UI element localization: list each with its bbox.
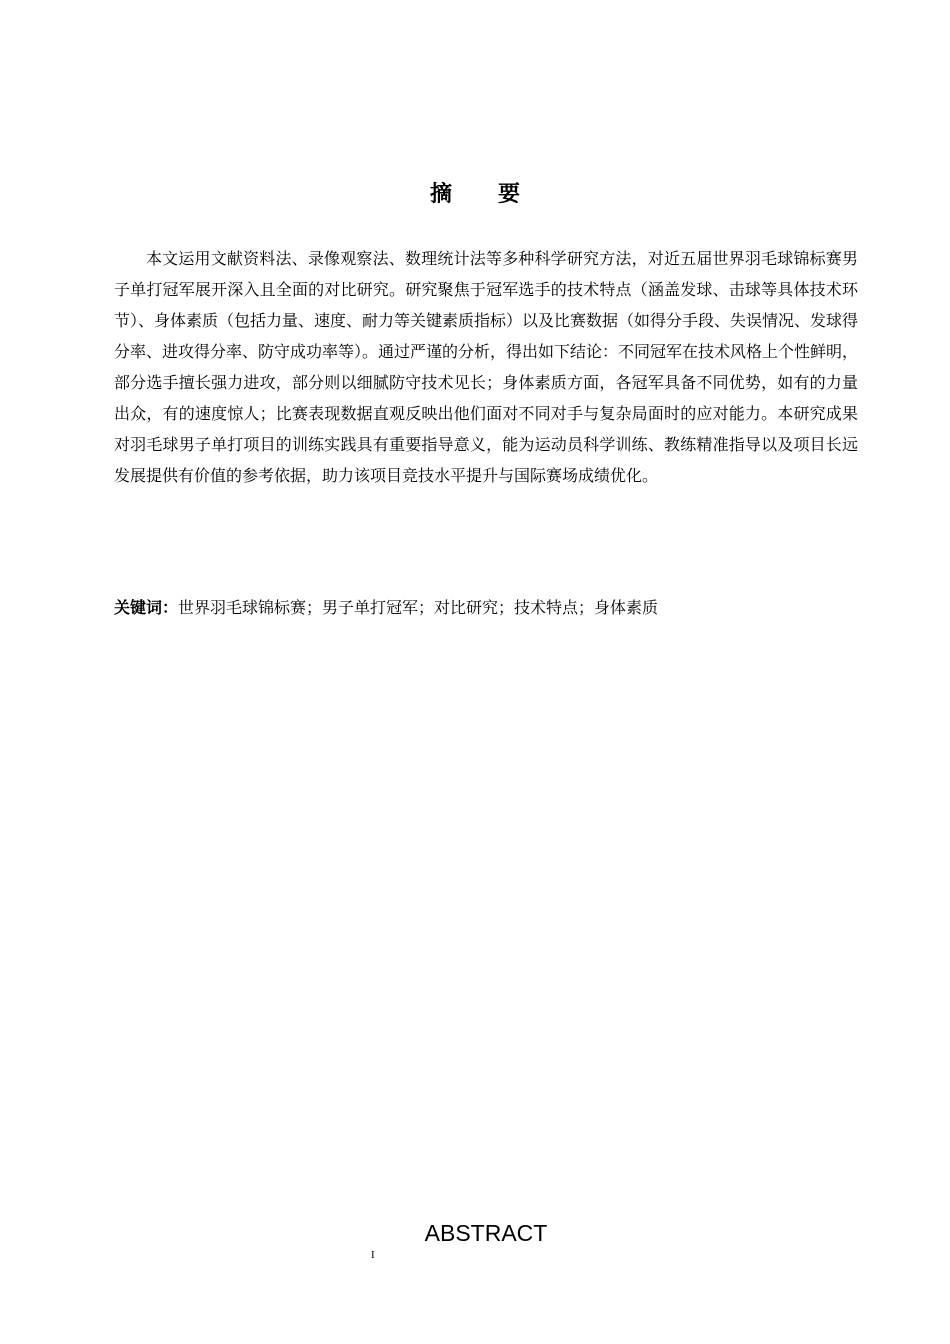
keywords-line [114, 592, 858, 623]
abstract-body: 本文运用文献资料法、录像观察法、数理统计法等多种科学研究方法，对近五届世界羽毛球锦标赛男子单打冠军展开深入且全面的对比研究。研究聚焦于冠军选手的技术特点（涵盖发球、击球等具体技术环节）、身体素质（包括力量、速度、耐力等关键素质指标）以及比赛数据（如得分手段、失误情况、发球得分率、进攻得分率、防守成功率等）。通过严谨的分析，得出如下结论：不同冠军在技术风格上个性鲜明，部分选手擅长强力进攻，部分则以细腻防守技术见长；身体素质方面，各冠军具备不同优势，如有的力量出众，有的速度惊人；比赛表现数据直观反映出他们面对不同对手与复杂局面时的应对能力。本研究成果对羽毛球男子单打项目的训练实践具有重要指导意义，能为运动员科学训练、教练精准指导以及项目长远发展提供有价值的参考依据，助力该项目竞技水平提升与国际赛场成绩优化。 [114, 249, 859, 485]
abstract-title [0, 178, 950, 212]
abstract-title-char-2: 要 [498, 182, 521, 207]
keywords-text: 世界羽毛球锦标赛；男子单打冠军；对比研究；技术特点；身体素质 [178, 598, 659, 617]
keywords-label: 关键词： [114, 598, 179, 617]
page-number: I [371, 1249, 375, 1261]
english-abstract-heading: ABSTRACT [424, 1220, 548, 1246]
abstract-title-char-1: 摘 [429, 182, 452, 207]
